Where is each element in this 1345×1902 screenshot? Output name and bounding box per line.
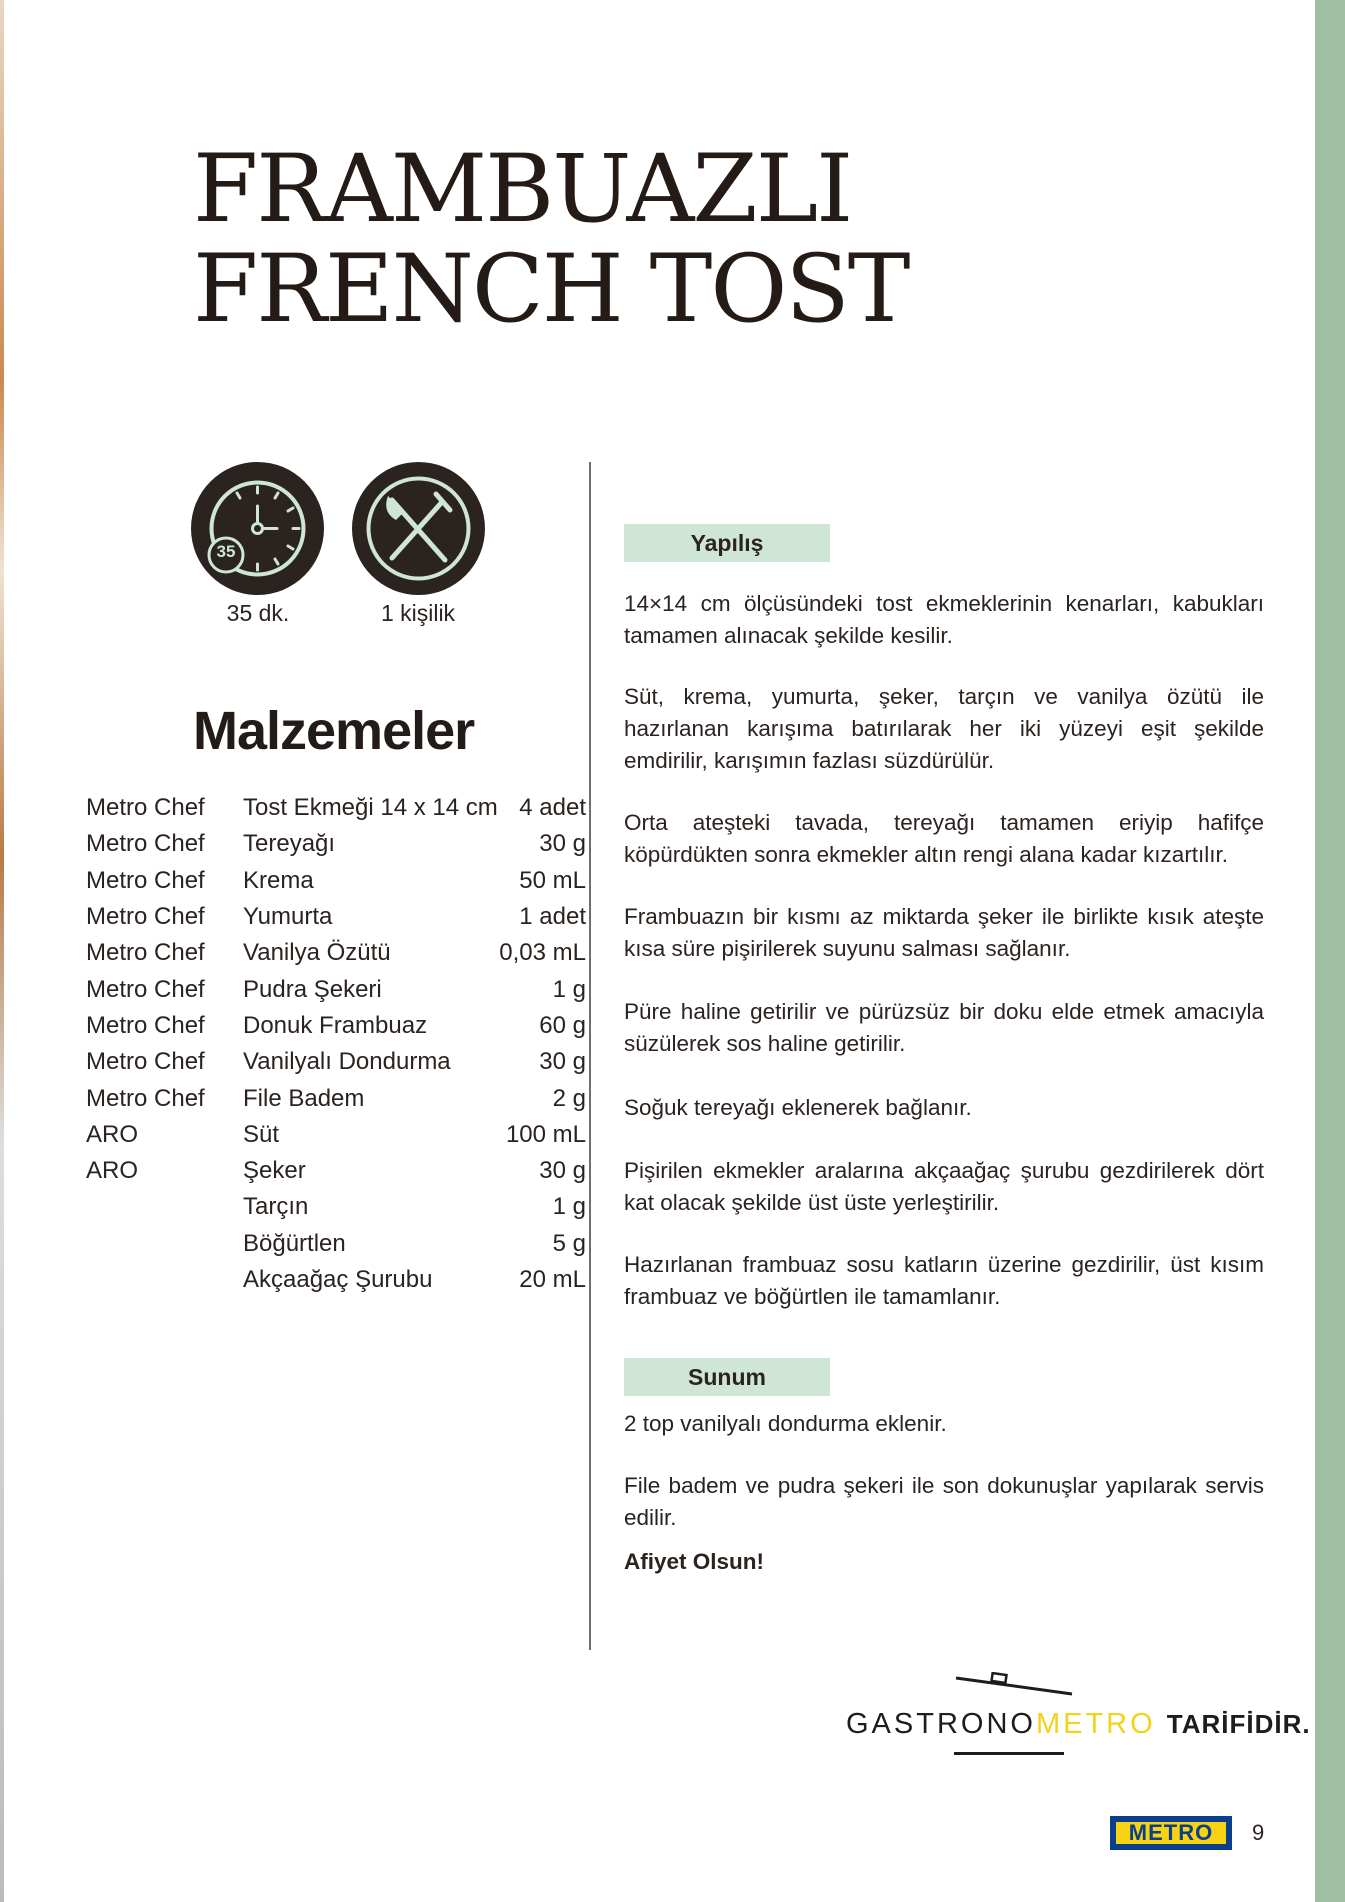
ingredient-brand: Metro Chef xyxy=(86,830,205,858)
ingredient-name: Yumurta xyxy=(243,903,333,931)
ingredient-name: Akçaağaç Şurubu xyxy=(243,1266,433,1293)
ingredient-brand: Metro Chef xyxy=(86,1011,205,1039)
ingredient-name: Şeker xyxy=(243,1157,306,1185)
ingredient-name: Krema xyxy=(243,866,314,894)
ingredient-row xyxy=(86,1080,586,1116)
ingredient-row xyxy=(86,1008,586,1044)
logo-underline xyxy=(954,1752,1064,1755)
metro-logo-text: METRO xyxy=(1116,1822,1226,1844)
ingredient-row xyxy=(86,1153,586,1189)
ingredient-row xyxy=(86,935,586,971)
ingredient-row xyxy=(86,1044,586,1080)
method-step-8: Hazırlanan frambuaz sosu katların üzerine gezdirilir, üst kısım frambuaz ve böğürtlen ile tamamlanır. xyxy=(624,1252,1264,1309)
ingredient-name: Tarçın xyxy=(243,1193,309,1221)
ingredient-brand: Metro Chef xyxy=(86,939,205,967)
ingredient-row xyxy=(86,790,586,826)
ingredient-qty: 1 adet xyxy=(519,903,586,931)
ingredient-name: Pudra Şekeri xyxy=(243,975,382,1003)
ingredient-name: Vanilya Özütü xyxy=(243,939,391,967)
ingredient-name: Vanilyalı Dondurma xyxy=(243,1048,451,1076)
method-step-1: 14×14 cm ölçüsündeki tost ekmeklerinin kenarları, kabukları tamamen alınacak şekilde kesilir. xyxy=(624,591,1264,648)
ingredient-brand xyxy=(86,1189,243,1225)
ingredient-brand: Metro Chef xyxy=(86,903,205,931)
method-heading: Yapılış xyxy=(624,524,830,562)
ingredient-qty: 1 g xyxy=(552,1193,586,1221)
gastronometro-logo xyxy=(844,1672,1311,1756)
fork-knife-icon xyxy=(352,462,485,595)
side-accent-band xyxy=(1315,0,1345,1902)
ingredient-brand: Metro Chef xyxy=(86,975,205,1003)
method-step-5: Püre haline getirilir ve pürüzsüz bir doku elde etmek amacıyla süzülerek sos haline getirilir. xyxy=(624,999,1264,1056)
method-step-4: Frambuazın bir kısmı az miktarda şeker ile birlikte kısık ateşte kısa süre pişirilerek suyunu salması sağlanır. xyxy=(624,904,1264,961)
method-step-2: Süt, krema, yumurta, şeker, tarçın ve vanilya özütü ile hazırlanan karışıma batırılarak her iki yüzeyi eşit şekilde emdirilir, karışımın fazlası süzdürülür. xyxy=(624,684,1264,773)
ingredient-qty: 0,03 mL xyxy=(499,939,586,967)
ingredient-qty: 30 g xyxy=(539,830,586,858)
ingredient-row xyxy=(86,826,586,862)
method-step-3: Orta ateşteki tavada, tereyağı tamamen eriyip hafifçe köpürdükten sonra ekmekler altın rengi alana kadar kızartılır. xyxy=(624,810,1264,867)
ingredient-qty: 30 g xyxy=(539,1157,586,1185)
serving-line-2: File badem ve pudra şekeri ile son dokunuşlar yapılarak servis edilir. xyxy=(624,1473,1264,1530)
ingredient-row xyxy=(86,1117,586,1153)
recipe-title xyxy=(193,135,909,344)
column-divider xyxy=(589,462,591,1650)
metro-logo xyxy=(1110,1816,1232,1850)
title-line-2: FRENCH TOST xyxy=(193,235,909,344)
ingredient-qty: 30 g xyxy=(539,1048,586,1076)
ingredient-name: Süt xyxy=(243,1120,280,1148)
ingredient-qty: 2 g xyxy=(552,1084,586,1112)
ingredient-qty: 5 g xyxy=(552,1229,586,1257)
ingredient-row xyxy=(86,1226,586,1262)
ingredient-qty: 20 mL xyxy=(519,1266,586,1293)
ingredient-brand: Metro Chef xyxy=(86,1084,205,1112)
ingredient-qty: 1 g xyxy=(552,975,586,1003)
page-number: 9 xyxy=(1252,1820,1265,1845)
pan-lid-icon xyxy=(954,1672,1074,1696)
serving-line-1: 2 top vanilyalı dondurma eklenir. xyxy=(624,1411,947,1436)
ingredient-name: Böğürtlen xyxy=(243,1229,346,1257)
ingredients-heading: Malzemeler xyxy=(193,701,475,761)
ingredient-row xyxy=(86,863,586,899)
ingredient-brand: Metro Chef xyxy=(86,1048,205,1076)
ingredient-qty: 50 mL xyxy=(519,866,586,894)
ingredient-name: File Badem xyxy=(243,1084,365,1112)
time-badge: 35 xyxy=(216,542,236,561)
logo-metro: METRO xyxy=(1035,1708,1156,1740)
logo-gastrono: GASTRONO xyxy=(846,1708,1036,1740)
ingredient-qty: 60 g xyxy=(539,1011,586,1039)
ingredient-qty: 100 mL xyxy=(505,1120,586,1148)
ingredient-brand: ARO xyxy=(86,1157,139,1185)
method-step-7: Pişirilen ekmekler aralarına akçaağaç şurubu gezdirilerek dört kat olacak şekilde üst üste yerleştirilir. xyxy=(624,1158,1264,1215)
edge-photo-strip xyxy=(0,0,4,1902)
ingredient-row xyxy=(86,971,586,1007)
ingredient-name: Tereyağı xyxy=(243,830,336,858)
time-label: 35 dk. xyxy=(226,600,290,626)
closing-text: Afiyet Olsun! xyxy=(624,1549,765,1574)
ingredient-row xyxy=(86,1189,586,1225)
ingredient-brand xyxy=(86,1226,243,1262)
logo-wordmark xyxy=(846,1708,1311,1741)
ingredient-row xyxy=(86,1262,586,1298)
serving-heading: Sunum xyxy=(624,1358,830,1396)
ingredient-name: Tost Ekmeği 14 x 14 cm xyxy=(243,794,498,822)
ingredient-qty: 4 adet xyxy=(519,794,586,822)
servings-label: 1 kişilik xyxy=(380,600,456,626)
ingredients-table xyxy=(86,790,586,1298)
ingredient-row xyxy=(86,899,586,935)
ingredient-brand: Metro Chef xyxy=(86,794,205,822)
ingredient-name: Donuk Frambuaz xyxy=(243,1011,428,1039)
ingredient-brand: ARO xyxy=(86,1120,139,1148)
ingredient-brand: Metro Chef xyxy=(86,866,205,894)
clock-icon xyxy=(191,462,324,595)
ingredient-brand xyxy=(86,1262,243,1298)
title-line-1: FRAMBUAZLI xyxy=(193,135,852,244)
method-step-6: Soğuk tereyağı eklenerek bağlanır. xyxy=(624,1095,972,1120)
logo-tarifidir: TARİFİDİR. xyxy=(1166,1709,1311,1739)
